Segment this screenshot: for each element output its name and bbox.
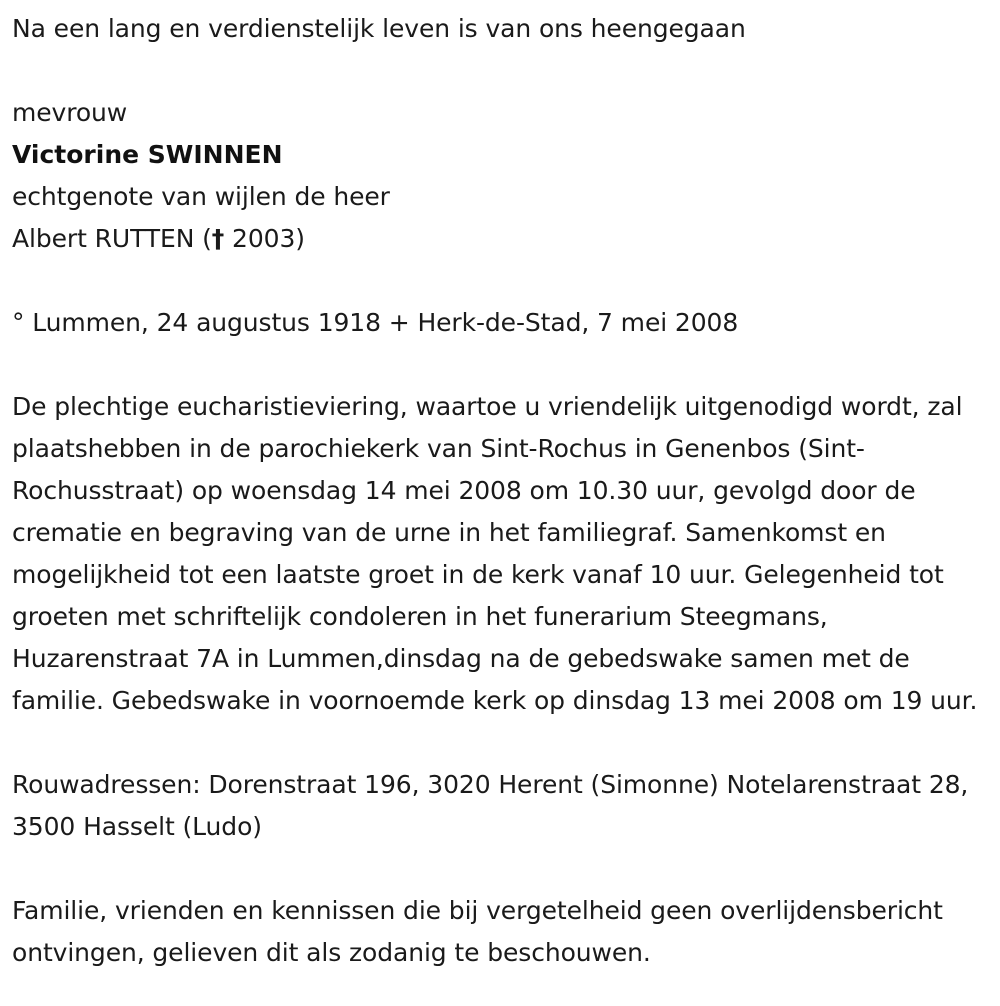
opening-line: Na een lang en verdienstelijk leven is van ons heengegaan	[12, 14, 746, 43]
spacer-before-closing	[12, 848, 990, 890]
spacer-before-service	[12, 344, 990, 386]
mourning-addresses-paragraph: Rouwadressen: Dorenstraat 196, 3020 Herent (Simonne) Notelarenstraat 28, 3500 Hasselt (Ludo)	[12, 770, 977, 841]
spacer-before-addresses	[12, 722, 990, 764]
spacer-before-dates	[12, 260, 990, 302]
closing-paragraph: Familie, vrienden en kennissen die bij vergetelheid geen overlijdensbericht ontvingen, gelieven dit als zodanig te beschouwen.	[12, 896, 951, 967]
relation-label: echtgenote van wijlen de heer	[12, 182, 390, 211]
birth-death-dates	[12, 302, 990, 344]
salutation-line: mevrouw	[12, 98, 128, 127]
service-details-paragraph: De plechtige eucharistieviering, waartoe u vriendelijk uitgenodigd wordt, zal plaatshebben in de parochiekerk van Sint-Rochus in Genenbos (Sint-Rochusstraat) op woensdag 14 mei 2008 om 10.30 uur, gevolgd door de crematie en begraving van de urne in het familiegraf. Samenkomst en mogelijkheid tot een laatste groet in de kerk vanaf 10 uur. Gelegenheid tot groeten met schriftelijk condoleren in het funerarium Steegmans, Huzarenstraat 7A in Lummen,dinsdag na de gebedswake samen met de familie. Gebedswake in voornoemde kerk op dinsdag 13 mei 2008 om 19 uur.	[12, 392, 978, 715]
spacer-after-opening	[12, 50, 990, 92]
spouse-death-year: 2003)	[224, 224, 305, 253]
degree-born-icon: °	[12, 308, 33, 337]
cross-dagger-icon: †	[211, 224, 225, 253]
deceased-name: Victorine SWINNEN	[12, 140, 283, 169]
spouse-line	[12, 218, 990, 260]
spouse-name: Albert RUTTEN (	[12, 224, 212, 253]
dates-text: Lummen, 24 augustus 1918 + Herk-de-Stad, 7 mei 2008	[32, 308, 739, 337]
